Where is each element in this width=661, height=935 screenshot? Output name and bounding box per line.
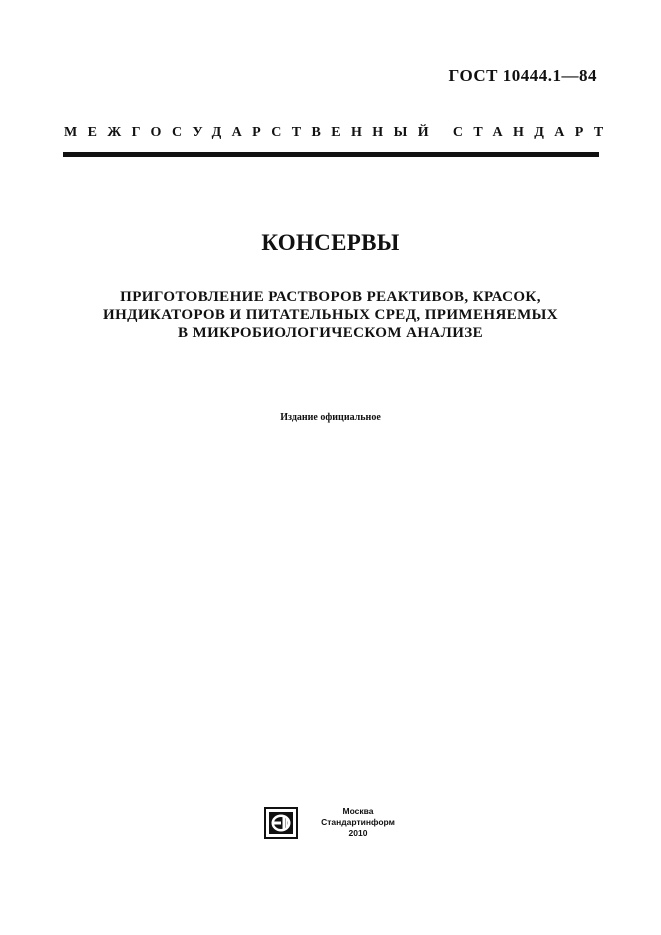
- document-title: КОНСЕРВЫ: [261, 230, 400, 255]
- publication-year: 2010: [348, 828, 368, 838]
- gost-number: ГОСТ 10444.1—84: [448, 66, 597, 85]
- publisher-imprint: [308, 806, 408, 839]
- publisher-block: [264, 806, 414, 846]
- subtitle-line: ИНДИКАТОРОВ И ПИТАТЕЛЬНЫХ СРЕД, ПРИМЕНЯЕМЫХ: [103, 307, 558, 323]
- publisher-city: Москва: [342, 806, 374, 816]
- standartinform-logo-icon: [264, 807, 298, 839]
- edition-label: Издание официальное: [280, 412, 381, 423]
- publisher-name: Стандартинформ: [321, 817, 395, 827]
- standard-type-text: МЕЖГОСУДАРСТВЕННЫЙ СТАНДАРТ: [64, 125, 614, 140]
- subtitle-line: В МИКРОБИОЛОГИЧЕСКОМ АНАЛИЗЕ: [178, 325, 483, 341]
- standard-type-heading: [64, 125, 614, 141]
- subtitle-line: ПРИГОТОВЛЕНИЕ РАСТВОРОВ РЕАКТИВОВ, КРАСОК,: [120, 289, 541, 305]
- header-rule: [63, 152, 599, 157]
- document-subtitle: [40, 288, 621, 342]
